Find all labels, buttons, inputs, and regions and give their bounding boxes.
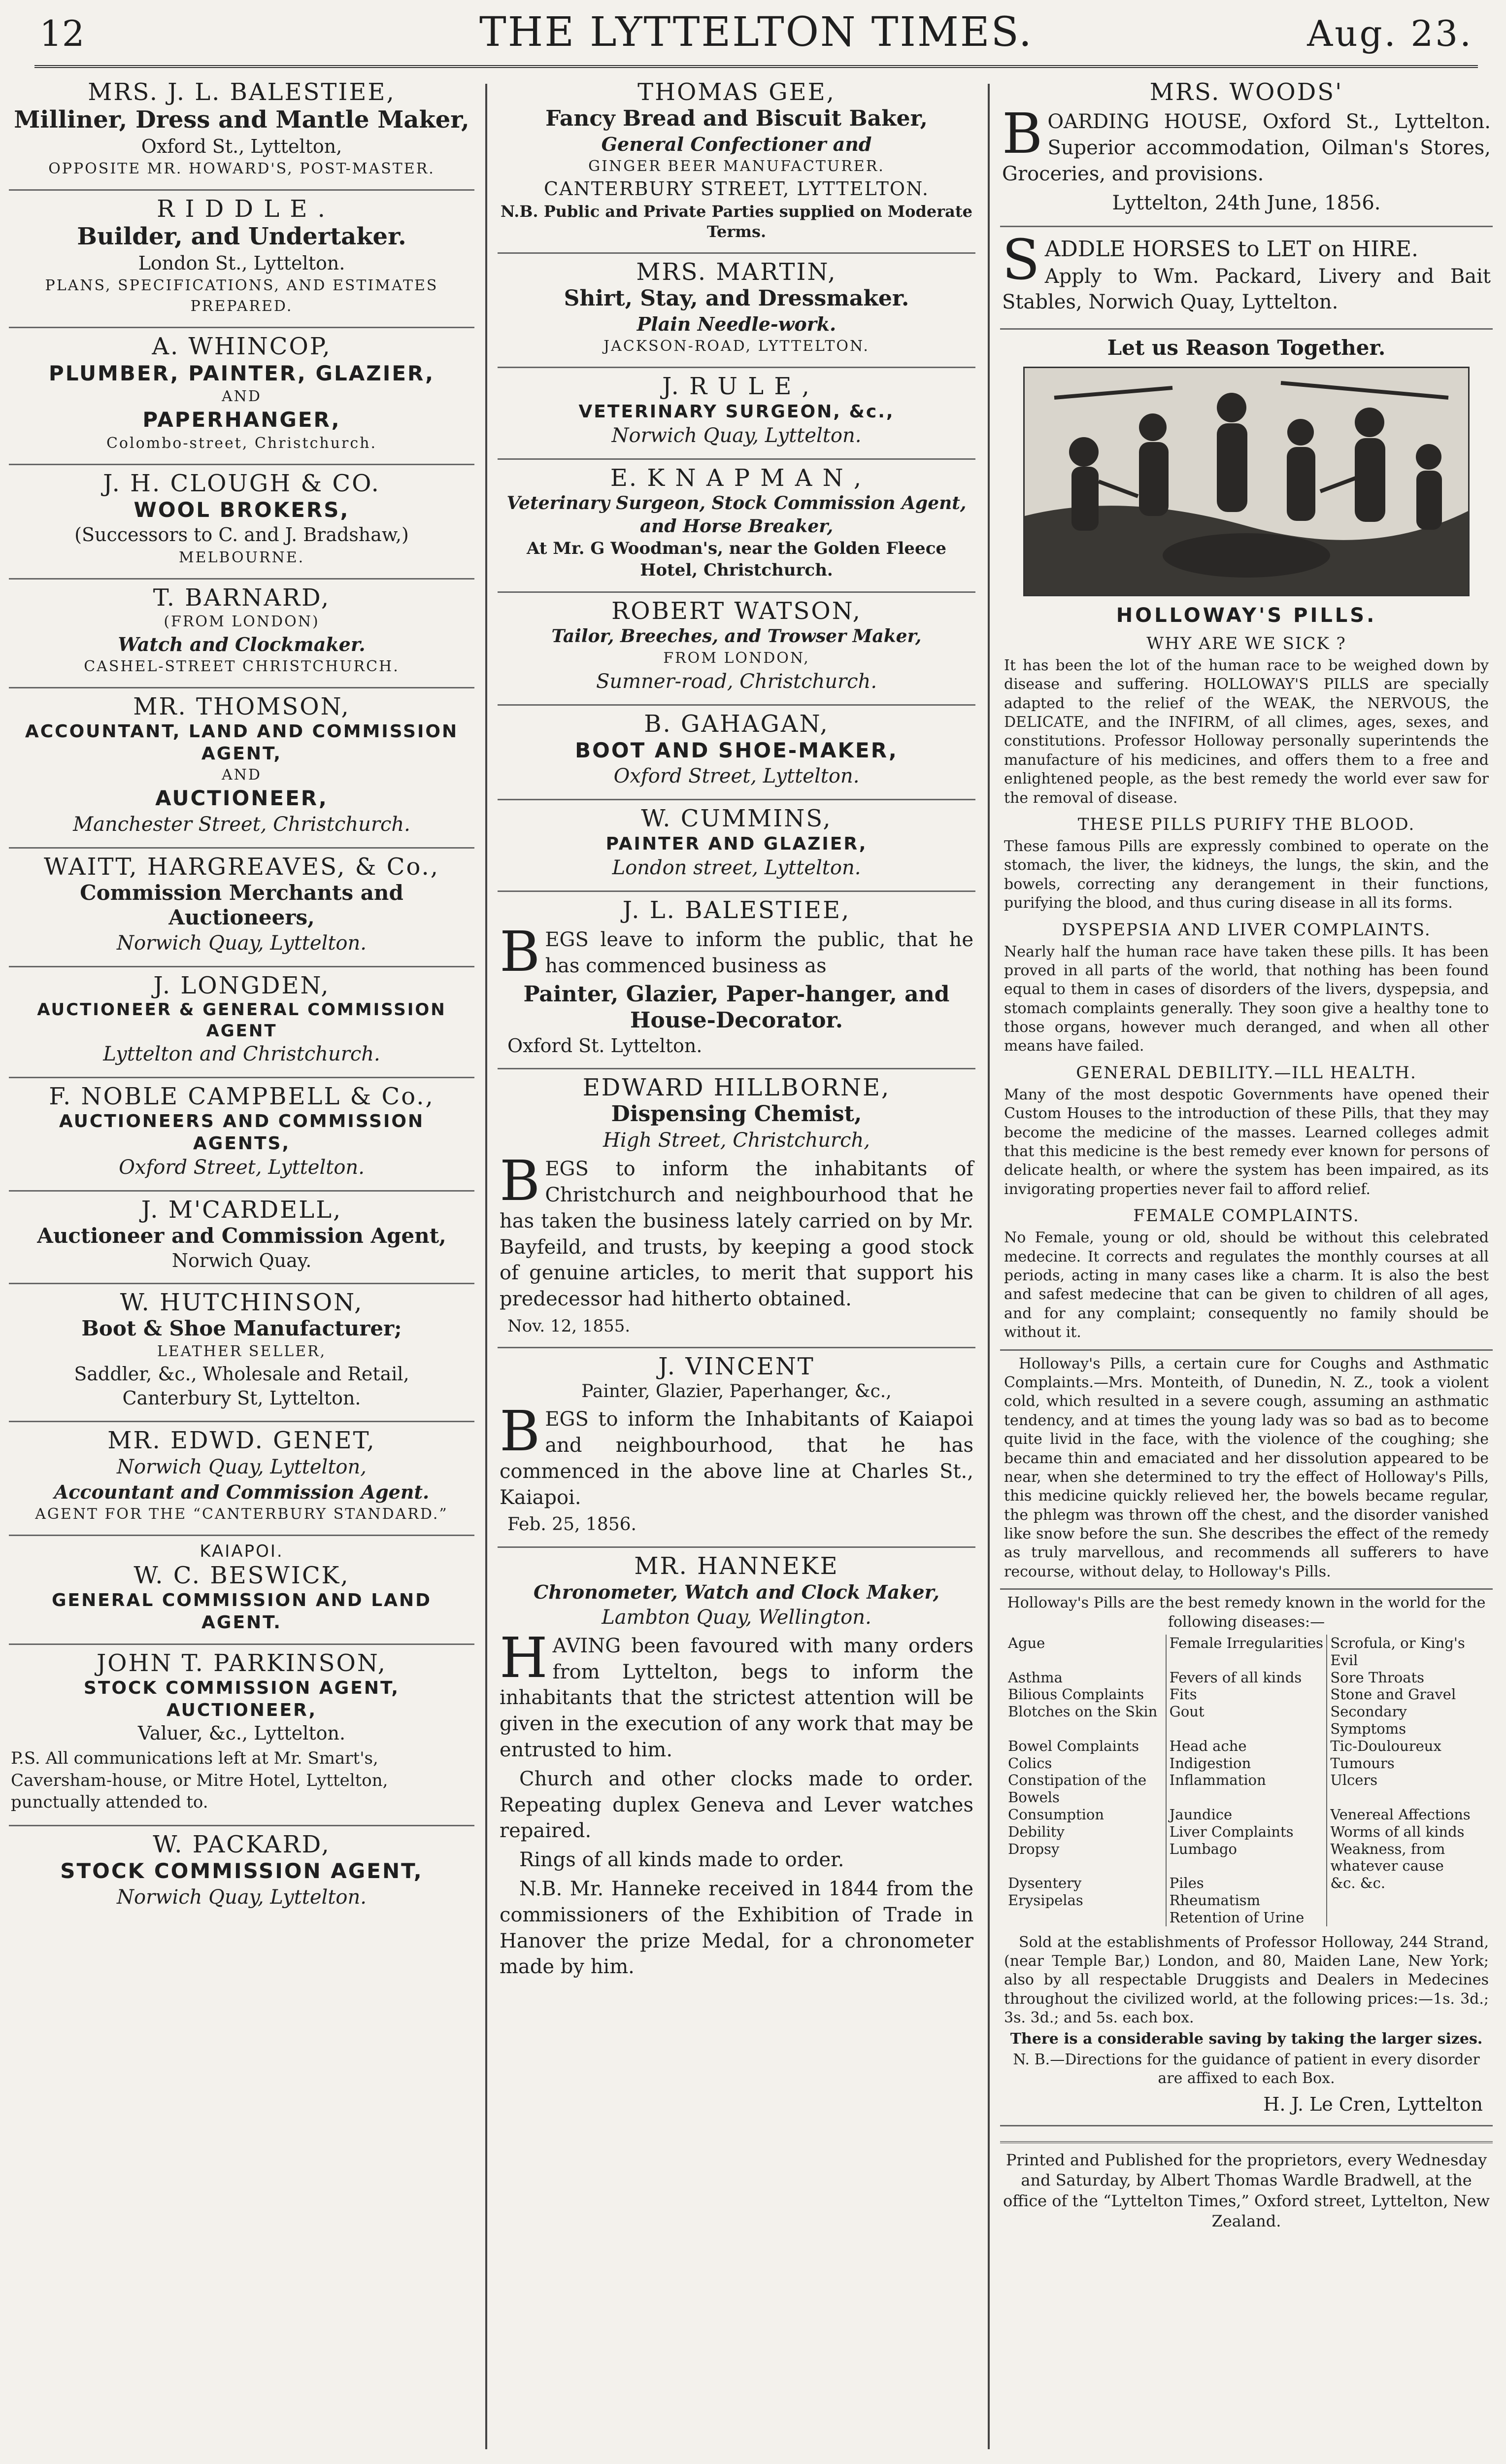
table-cell: Secondary Symptoms	[1327, 1703, 1488, 1738]
ad-trade: Auctioneer and Commission Agent,	[37, 1224, 446, 1248]
ad-address: Valuer, &c., Lyttelton.	[137, 1722, 346, 1744]
sold-notice: Sold at the establishments of Professor Holloway, 244 Strand, (near Temple Bar,) London, and 80, Maiden Lane, New York; also by all respectable Druggists and Dealers in Medecines throughout the civilized world, at the following prices:—1s. 3d.; 3s. 3d.; and 5s. each box.	[1004, 1933, 1489, 2027]
table-cell: Consumption	[1008, 1806, 1104, 1823]
ad-trade: Veterinary Surgeon, Stock Commission Agent, and Horse Breaker,	[506, 492, 967, 537]
section-title: WHY ARE WE SICK ?	[1146, 633, 1346, 653]
imprint	[1000, 2141, 1493, 2244]
ad-trade: AUCTIONEER,	[155, 786, 328, 811]
ad-name: W. CUMMINS,	[641, 805, 832, 833]
ad-body-text: EGS to inform the Inhabitants of Kaiapoi and neighbourhood, that he has commenced in the above line at Charles St., Kaiapoi.	[500, 1408, 973, 1509]
ad-barnard	[9, 580, 474, 689]
ad-rule	[498, 368, 975, 459]
drop-cap: B	[1002, 102, 1043, 167]
ad-note: (Successors to C. and J. Bradshaw,)	[74, 524, 409, 546]
table-cell: Rheumatism	[1166, 1892, 1327, 1909]
engraving-illustration	[1023, 367, 1470, 596]
ad-date: Feb. 25, 1856.	[507, 1514, 637, 1535]
ad-trade: GENERAL COMMISSION AND LAND AGENT.	[51, 1590, 432, 1633]
ad-trade: Plain Needle-work.	[636, 312, 837, 335]
product-name: HOLLOWAY'S PILLS.	[1116, 604, 1377, 627]
table-row	[1005, 1669, 1488, 1686]
ad-trade: Dispensing Chemist,	[611, 1101, 862, 1127]
table-cell: Inflammation	[1166, 1772, 1327, 1806]
column-1	[9, 74, 474, 1920]
ad-trade: Painter, Glazier, Paperhanger, &c.,	[581, 1381, 892, 1402]
saving-notice: There is a considerable saving by taking the larger sizes.	[1010, 2030, 1483, 2048]
ad-name: JOHN T. PARKINSON,	[96, 1649, 387, 1677]
ad-name: B. GAHAGAN,	[644, 710, 829, 738]
ad-date: Lyttelton, 24th June, 1856.	[1112, 191, 1381, 214]
ad-name: MR. EDWD. GENET,	[107, 1426, 376, 1454]
section-text: These famous Pills are expressly combined to operate on the stomach, the liver, the kidneys, the lungs, the skin, and the bowels, correcting any derangement in their functions, purifying the blood, and thus curing disease in all its forms.	[1004, 837, 1489, 912]
ad-address: CANTERBURY STREET, LYTTELTON.	[544, 178, 929, 200]
ad-address: London street, Lyttelton.	[612, 856, 861, 879]
ad-body-text: EGS to inform the inhabitants of Christchurch and neighbourhood that he has taken the business lately carried on by Mr. Bayfeild, and trusts, by keeping a good stock of genuine articles, to merit that support his predecessor had hitherto obtained.	[500, 1158, 973, 1311]
table-cell: Bilious Complaints	[1008, 1686, 1144, 1703]
testimonial-text: Holloway's Pills, a certain cure for Coughs and Asthmatic Complaints.—Mrs. Monteith, of Dunedin, N. Z., took a violent cold, which resulted in a severe cough, assuming an asthmatic tendency, and at times the young lady was so bad as to become quite livid in the face, with the violence of the coughing; she became thin and emaciated and her dissolution appeared to be near, when she determined to try the effect of Holloway's Pills, this medicine quickly relieved her, the bowels became regular, the phlegm was thrown off the chest, and the disorder vanished like snow before the sun. She describes the effect of the remedy as truly marvellous, and recommends all sufferers to have recourse, without delay, to Holloway's Pills.	[1004, 1355, 1489, 1580]
ad-name: J. VINCENT	[658, 1353, 815, 1381]
ad-trade: Watch and Clockmaker.	[118, 633, 366, 655]
table-cell	[1327, 1909, 1488, 1926]
table-row	[1005, 1635, 1488, 1669]
table-cell: Worms of all kinds	[1327, 1823, 1488, 1841]
table-cell	[1327, 1892, 1488, 1909]
ad-body-text: Apply to Wm. Packard, Livery and Bait Stables, Norwich Quay, Lyttelton.	[1002, 265, 1491, 314]
ad-address: Oxford St. Lyttelton.	[507, 1034, 703, 1057]
ad-trade: Shirt, Stay, and Dressmaker.	[564, 286, 909, 311]
ad-saddle-horses	[1000, 227, 1493, 330]
imprint-text: Printed and Published for the proprietors, every Wednesday and Saturday, by Albert Thomas Wardle Bradwell, at the office of the “Lyttelton Times,” Oxford street, Lyttelton, New Zealand.	[1003, 2150, 1490, 2231]
ad-name: W. C. BESWICK,	[134, 1561, 350, 1589]
ad-trade: Fancy Bread and Biscuit Baker,	[545, 106, 928, 132]
ad-body	[500, 920, 973, 984]
ad-headline: ADDLE HORSES to LET on HIRE.	[1044, 236, 1418, 262]
ad-body	[500, 1626, 973, 1763]
table-row	[1005, 1738, 1488, 1755]
ad-note: (FROM LONDON)	[164, 613, 320, 630]
table-cell: Lumbago	[1166, 1841, 1327, 1875]
table-cell: Ulcers	[1327, 1772, 1488, 1806]
ad-hutchinson	[9, 1284, 474, 1422]
ad-address: Manchester Street, Christchurch.	[73, 813, 410, 836]
ad-address: Norwich Quay, Lyttelton.	[611, 424, 862, 447]
table-row	[1005, 1755, 1488, 1772]
ad-address: Oxford Street, Lyttelton.	[613, 765, 860, 788]
ad-cummins	[498, 800, 975, 891]
table-cell: Fits	[1166, 1686, 1327, 1703]
table-cell: &c. &c.	[1327, 1875, 1488, 1892]
ad-mrs-martin	[498, 254, 975, 368]
ad-trade: AUCTIONEER & GENERAL COMMISSION AGENT	[37, 1000, 446, 1041]
table-cell: Colics	[1008, 1754, 1052, 1772]
section-text: Nearly half the human race have taken these pills. It has been proved in all parts of the world, that nothing has been found equal to them in cases of disorders of the livers, dyspepsia, and stomach complaints generally. They soon give a healthy tone to those organs, however much deranged, and when all other means have failed.	[1004, 943, 1489, 1055]
table-row	[1005, 1772, 1488, 1806]
table-cell: Sore Throats	[1327, 1669, 1488, 1686]
ad-name: E. K N A P M A N ,	[610, 464, 863, 492]
ad-address: Lyttelton and Christchurch.	[103, 1043, 380, 1066]
ad-address: Norwich Quay.	[171, 1249, 312, 1271]
local-agent: H. J. Le Cren, Lyttelton	[1263, 2093, 1483, 2115]
ad-name: MRS. MARTIN,	[636, 258, 837, 286]
ad-name: J. LONGDEN,	[153, 971, 330, 999]
section-title: GENERAL DEBILITY.—ILL HEALTH.	[1076, 1062, 1417, 1083]
section-title: FEMALE COMPLAINTS.	[1133, 1206, 1360, 1226]
table-cell: Piles	[1166, 1875, 1327, 1892]
ad-noble-campbell	[9, 1078, 474, 1192]
ad-thomas-gee	[498, 74, 975, 254]
ad-name: THOMAS GEE,	[637, 78, 836, 106]
table-cell: Jaundice	[1166, 1806, 1327, 1823]
ad-name: T. BARNARD,	[153, 583, 331, 612]
table-cell: Stone and Gravel	[1327, 1686, 1488, 1703]
drop-cap: S	[1002, 228, 1040, 292]
table-cell: Blotches on the Skin	[1008, 1703, 1158, 1720]
ad-gahagan	[498, 706, 975, 801]
ad-trade: PLUMBER, PAINTER, GLAZIER,	[48, 361, 435, 385]
ad-address: Sumner-road, Christchurch.	[596, 670, 877, 693]
table-cell: Female Irregularities	[1166, 1635, 1327, 1669]
table-cell: Bowel Complaints	[1008, 1737, 1139, 1754]
ad-name: A. WHINCOP,	[152, 333, 332, 361]
ad-body: Rings of all kinds made to order.	[519, 1848, 844, 1872]
ad-name: ROBERT WATSON,	[611, 597, 862, 625]
ad-address: Oxford Street, Lyttelton.	[119, 1156, 365, 1179]
ad-trade: General Confectioner and	[601, 133, 872, 155]
ad-location: KAIAPOI.	[200, 1541, 284, 1562]
table-cell: Tumours	[1327, 1755, 1488, 1772]
table-row	[1005, 1841, 1488, 1875]
ad-body-text: OARDING HOUSE, Oxford St., Lyttelton. Superior accommodation, Oilman's Stores, Groceries, and provisions.	[1002, 110, 1491, 185]
table-cell: Asthma	[1008, 1669, 1063, 1686]
table-cell: Liver Complaints	[1166, 1823, 1327, 1841]
ad-mrs-woods	[1000, 74, 1493, 227]
section-text: It has been the lot of the human race to be weighed down by disease and suffering. HOLLOWAY'S PILLS are specially adapted to the relief of the WEAK, the NERVOUS, the DELICATE, and the INFIRM, of all climes, ages, sexes, and constitutions. Professor Holloway personally superintends the manufacture of his medicines, and offers them to a free and enlightened people, as the best remedy the world ever saw for the removal of disease.	[1004, 656, 1489, 807]
divider	[1000, 1349, 1493, 1351]
table-cell	[1005, 1909, 1166, 1926]
table-cell: Retention of Urine	[1166, 1909, 1327, 1926]
ad-address: High Street, Christchurch,	[602, 1129, 870, 1152]
table-cell: Weakness, from whatever cause	[1327, 1841, 1488, 1875]
table-row	[1005, 1806, 1488, 1823]
ad-mccardell	[9, 1192, 474, 1284]
table-row	[1005, 1686, 1488, 1703]
ad-note: PLANS, SPECIFICATIONS, AND ESTIMATES PREPARED.	[45, 277, 438, 315]
ad-note: Saddler, &c., Wholesale and Retail,	[74, 1363, 409, 1385]
drop-cap: B	[500, 1149, 540, 1214]
ad-address: Norwich Quay, Lyttelton,	[117, 1455, 367, 1478]
ad-conjunction: AND	[222, 388, 262, 406]
table-cell: Gout	[1166, 1703, 1327, 1738]
page-number: 12	[39, 13, 85, 54]
column-3	[1000, 74, 1493, 2244]
ad-trade: GINGER BEER MANUFACTURER.	[588, 158, 885, 175]
table-cell: Scrofula, or King's Evil	[1327, 1635, 1488, 1669]
ad-trade: WOOL BROKERS,	[134, 497, 350, 522]
ad-name: J. R U L E ,	[662, 373, 811, 401]
ad-address: Colombo-street, Christchurch.	[106, 434, 377, 452]
section-title: DYSPEPSIA AND LIVER COMPLAINTS.	[1062, 920, 1431, 940]
ad-name: J. M'CARDELL,	[141, 1196, 342, 1224]
column-rule	[988, 84, 990, 2449]
diseases-table	[1005, 1635, 1488, 1926]
ad-headline: Let us Reason Together.	[1107, 336, 1386, 360]
ad-trade: PAINTER AND GLAZIER,	[605, 833, 868, 854]
section-title: THESE PILLS PURIFY THE BLOOD.	[1077, 814, 1415, 834]
ad-note: OPPOSITE MR. HOWARD'S, POST-MASTER.	[48, 160, 435, 178]
table-cell: Erysipelas	[1008, 1891, 1083, 1909]
ad-conjunction: AND	[222, 766, 262, 784]
ad-name: MR. THOMSON,	[133, 693, 350, 721]
ad-body	[500, 1400, 973, 1510]
ad-address: MELBOURNE.	[178, 548, 305, 566]
ad-trade: Builder, and Undertaker.	[77, 223, 406, 251]
ad-name: R I D D L E .	[157, 195, 327, 223]
ad-trade: LEATHER SELLER,	[157, 1342, 327, 1360]
ad-name: MRS. J. L. BALESTIEE,	[88, 78, 396, 106]
ad-trade: Painter, Glazier, Paper-hanger, and House-Decorator.	[523, 982, 950, 1033]
ad-trade: PAPERHANGER,	[142, 408, 341, 432]
ad-address: Canterbury St, Lyttelton.	[122, 1387, 361, 1409]
ad-note: FROM LONDON,	[663, 649, 810, 667]
table-cell: Indigestion	[1166, 1755, 1327, 1772]
section-text: No Female, young or old, should be without this celebrated medecine. It corrects and regulates the monthly courses at all periods, acting in many cases like a charm. It is also the best and safest medecine that can be given to children of all ages, and for any complaint; consequently no family should be without it.	[1004, 1229, 1489, 1341]
column-2	[498, 74, 975, 1993]
ad-name: J. L. BALESTIEE,	[622, 896, 851, 924]
newspaper-title: THE LYTTELTON TIMES.	[479, 9, 1033, 56]
ad-name: W. HUTCHINSON,	[120, 1289, 364, 1317]
ad-body: Church and other clocks made to order. Repeating duplex Geneva and Lever watches repaired.	[500, 1767, 973, 1843]
drop-cap: B	[500, 1400, 540, 1464]
ad-genet	[9, 1422, 474, 1537]
ad-name: MRS. WOODS'	[1149, 78, 1343, 106]
ad-parkinson	[9, 1645, 474, 1826]
ad-trade: Tailor, Breeches, and Trowser Maker,	[551, 625, 922, 647]
ad-body	[1002, 102, 1491, 187]
section-text: Many of the most despotic Governments have opened their Custom Houses to the introduction of these Pills, that they may become the medicine of the masses. Learned colleges admit that this medicine is the best remedy ever known for persons of delicate health, or where the system has been impaired, as its invigorating properties never fail to afford relief.	[1004, 1086, 1489, 1198]
ad-body-text: EGS leave to inform the public, that he has commenced business as	[545, 928, 973, 977]
ad-body: N.B. Mr. Hanneke received in 1844 from the commissioners of the Exhibition of Trade in Hanover the prize Medal, for a chronometer made by him.	[500, 1877, 973, 1979]
ad-trade: Chronometer, Watch and Clock Maker,	[533, 1581, 940, 1604]
ad-knapman	[498, 460, 975, 593]
ad-address: JACKSON-ROAD, LYTTELTON.	[603, 338, 870, 355]
ad-address: CASHEL-STREET CHRISTCHURCH.	[84, 658, 400, 676]
table-cell: Dropsy	[1008, 1840, 1060, 1857]
ad-address: London St., Lyttelton.	[138, 252, 345, 274]
ad-trade: BOOT AND SHOE-MAKER,	[575, 738, 898, 762]
ad-note: N.B. Public and Private Parties supplied on Moderate Terms.	[501, 202, 972, 241]
ad-body	[500, 1149, 973, 1312]
ad-trade: AUCTIONEERS AND COMMISSION AGENTS,	[59, 1111, 425, 1154]
table-row	[1005, 1892, 1488, 1909]
ad-clough	[9, 465, 474, 580]
table-cell: Venereal Affections	[1327, 1806, 1488, 1823]
ad-hanneke	[498, 1548, 975, 1993]
ad-body-text: AVING been favoured with many orders from Lyttelton, begs to inform the inhabitants that the strictest attention will be given in the execution of any work that may be entrusted to him.	[500, 1634, 973, 1761]
ad-name: MR. HANNEKE	[634, 1552, 839, 1580]
ad-whincop	[9, 328, 474, 465]
ad-trade: Commission Merchants and Auctioneers,	[80, 881, 403, 930]
table-cell: Dysentery	[1008, 1875, 1082, 1892]
ad-trade: STOCK COMMISSION AGENT,	[60, 1859, 423, 1883]
ad-address: Norwich Quay, Lyttelton.	[117, 1885, 367, 1909]
ad-vincent	[498, 1348, 975, 1548]
ad-date: Nov. 12, 1855.	[507, 1316, 631, 1336]
ad-robert-watson	[498, 593, 975, 706]
ad-address: Norwich Quay, Lyttelton.	[117, 931, 367, 955]
ad-thomson	[9, 688, 474, 849]
diseases-table-body	[1005, 1635, 1488, 1926]
ad-note: AGENT FOR THE “CANTERBURY STANDARD.”	[35, 1506, 448, 1523]
ad-name: W. PACKARD,	[153, 1830, 331, 1858]
directions-notice: N. B.—Directions for the guidance of patient in every disorder are affixed to each Box.	[1013, 2051, 1480, 2088]
ad-balestiee-painter	[498, 892, 975, 1070]
table-row	[1005, 1875, 1488, 1892]
table-row	[1005, 1823, 1488, 1841]
ad-address: Lambton Quay, Wellington.	[602, 1606, 871, 1629]
ad-trade: ACCOUNTANT, LAND AND COMMISSION AGENT,	[25, 721, 459, 764]
diseases-intro: Holloway's Pills are the best remedy known in the world for the following diseases:—	[1007, 1594, 1486, 1631]
ad-name: EDWARD HILLBORNE,	[582, 1074, 891, 1102]
ad-trade: Boot & Shoe Manufacturer;	[81, 1316, 402, 1341]
ad-trade: VETERINARY SURGEON, &c.,	[578, 401, 895, 422]
ad-body: P.S. All communications left at Mr. Smart's, Caversham-house, or Mitre Hotel, Lyttelton, punctually attended to.	[11, 1748, 388, 1812]
ad-holloways-pills	[1000, 330, 1493, 2126]
ad-body	[1002, 228, 1491, 316]
ad-hillborne	[498, 1069, 975, 1348]
table-cell: Head ache	[1166, 1738, 1327, 1755]
ad-address: Oxford St., Lyttelton,	[141, 135, 342, 157]
issue-date: Aug. 23.	[1307, 13, 1473, 54]
ad-waitt-hargreaves	[9, 849, 474, 967]
table-row	[1005, 1703, 1488, 1738]
ad-packard	[9, 1826, 474, 1920]
ad-balestiee-milliner	[9, 74, 474, 191]
ad-riddle	[9, 191, 474, 328]
ad-address: At Mr. G Woodman's, near the Golden Fleece Hotel, Christchurch.	[526, 539, 947, 581]
ad-name: F. NOBLE CAMPBELL & Co.,	[49, 1083, 435, 1111]
table-cell: Debility	[1008, 1823, 1065, 1840]
table-cell: Ague	[1008, 1635, 1045, 1652]
drop-cap: B	[500, 920, 540, 984]
table-cell: Constipation of the Bowels	[1008, 1772, 1147, 1806]
ad-trade: Accountant and Commission Agent.	[54, 1480, 430, 1503]
ad-longden	[9, 967, 474, 1078]
ad-trade: STOCK COMMISSION AGENT, AUCTIONEER,	[83, 1678, 400, 1720]
ad-beswick	[9, 1536, 474, 1645]
table-row	[1005, 1909, 1488, 1926]
ad-name: WAITT, HARGREAVES, & Co.,	[43, 853, 440, 881]
masthead	[34, 6, 1478, 68]
drop-cap: H	[500, 1626, 548, 1690]
table-cell: Fevers of all kinds	[1166, 1669, 1327, 1686]
ad-trade: Milliner, Dress and Mantle Maker,	[14, 106, 469, 134]
table-cell: Tic-Douloureux	[1327, 1738, 1488, 1755]
column-rule	[485, 84, 487, 2449]
divider	[1000, 1588, 1493, 1590]
ad-name: J. H. CLOUGH & CO.	[103, 469, 380, 497]
